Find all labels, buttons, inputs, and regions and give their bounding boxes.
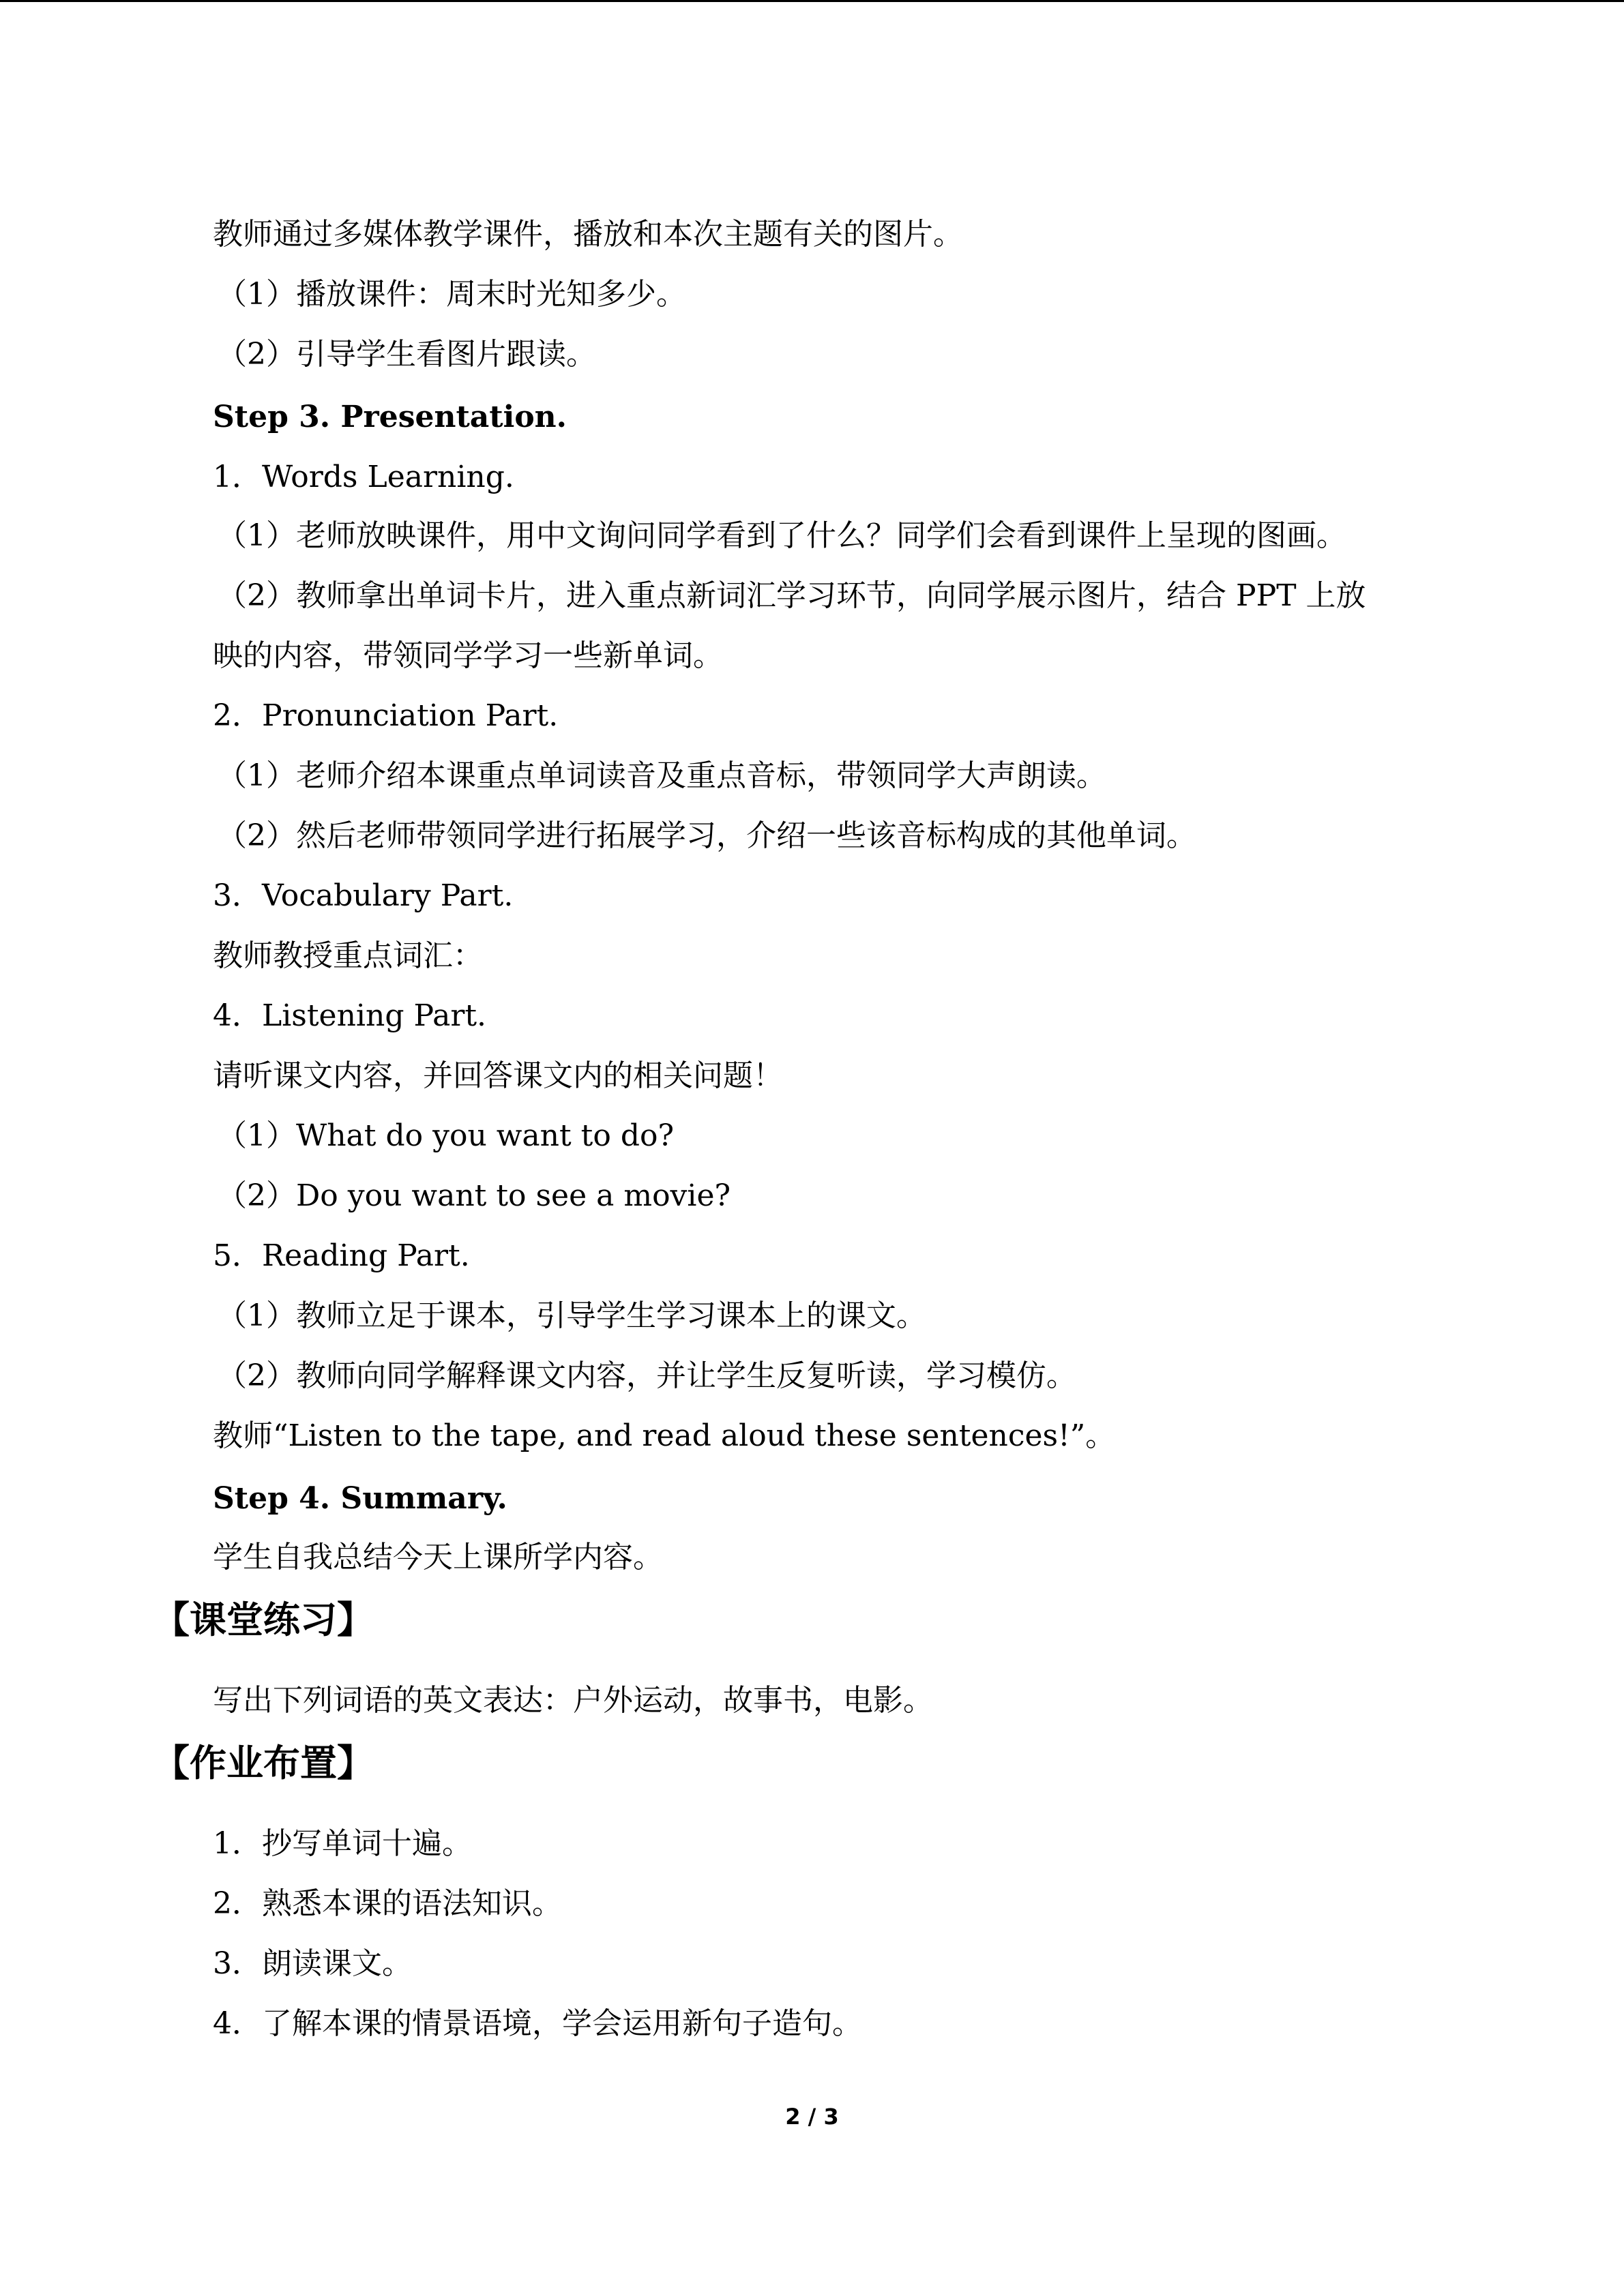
vocabulary-title: 3．Vocabulary Part. — [213, 878, 514, 913]
step4-title: Step 4. Summary. — [213, 1481, 507, 1516]
reading-item-1: （1）教师立足于课本，引导学生学习课本上的课文。 — [217, 1298, 926, 1333]
words-learning-item-1: （1）老师放映课件，用中文询问同学看到了什么？同学们会看到课件上呈现的图画。 — [217, 518, 1346, 553]
listening-title: 4．Listening Part. — [213, 998, 487, 1033]
homework-item: 1．抄写单词十遍。 — [213, 1826, 472, 1861]
homework-item: 2．熟悉本课的语法知识。 — [213, 1886, 562, 1921]
words-learning-title: 1．Words Learning. — [213, 460, 514, 494]
pronunciation-title: 2．Pronunciation Part. — [213, 698, 559, 733]
listening-question-1: （1）What do you want to do? — [217, 1118, 675, 1153]
pronunciation-item-2: （2）然后老师带领同学进行拓展学习，介绍一些该音标构成的其他单词。 — [217, 818, 1196, 853]
reading-item-3: 教师“Listen to the tape, and read aloud these sentences!”。 — [213, 1418, 1116, 1453]
intro-item-2: （2）引导学生看图片跟读。 — [217, 337, 596, 372]
step4-text: 学生自我总结今天上课所学内容。 — [213, 1540, 663, 1575]
homework-item: 3．朗读课文。 — [213, 1946, 412, 1981]
page-number: 2 / 3 — [785, 2104, 839, 2130]
practice-text: 写出下列词语的英文表达：户外运动，故事书，电影。 — [213, 1683, 933, 1718]
pronunciation-item-1: （1）老师介绍本课重点单词读音及重点音标，带领同学大声朗读。 — [217, 758, 1106, 793]
reading-title: 5．Reading Part. — [213, 1238, 470, 1273]
listening-question-2: （2）Do you want to see a movie? — [217, 1178, 731, 1213]
practice-heading: 【课堂练习】 — [153, 1598, 374, 1641]
intro-item-1: （1）播放课件：周末时光知多少。 — [217, 277, 686, 312]
homework-heading: 【作业布置】 — [153, 1742, 374, 1785]
listening-intro: 请听课文内容，并回答课文内的相关问题！ — [213, 1058, 783, 1093]
intro-paragraph: 教师通过多媒体教学课件，播放和本次主题有关的图片。 — [213, 217, 963, 252]
step3-title: Step 3. Presentation. — [213, 400, 567, 434]
words-learning-item-2-cont: 映的内容，带领同学学习一些新单词。 — [213, 638, 723, 673]
vocabulary-text: 教师教授重点词汇： — [213, 938, 483, 973]
reading-item-2: （2）教师向同学解释课文内容，并让学生反复听读，学习模仿。 — [217, 1358, 1076, 1393]
words-learning-item-2: （2）教师拿出单词卡片，进入重点新词汇学习环节，向同学展示图片，结合 PPT 上放 — [217, 578, 1366, 613]
homework-item: 4．了解本课的情景语境，学会运用新句子造句。 — [213, 2006, 862, 2041]
